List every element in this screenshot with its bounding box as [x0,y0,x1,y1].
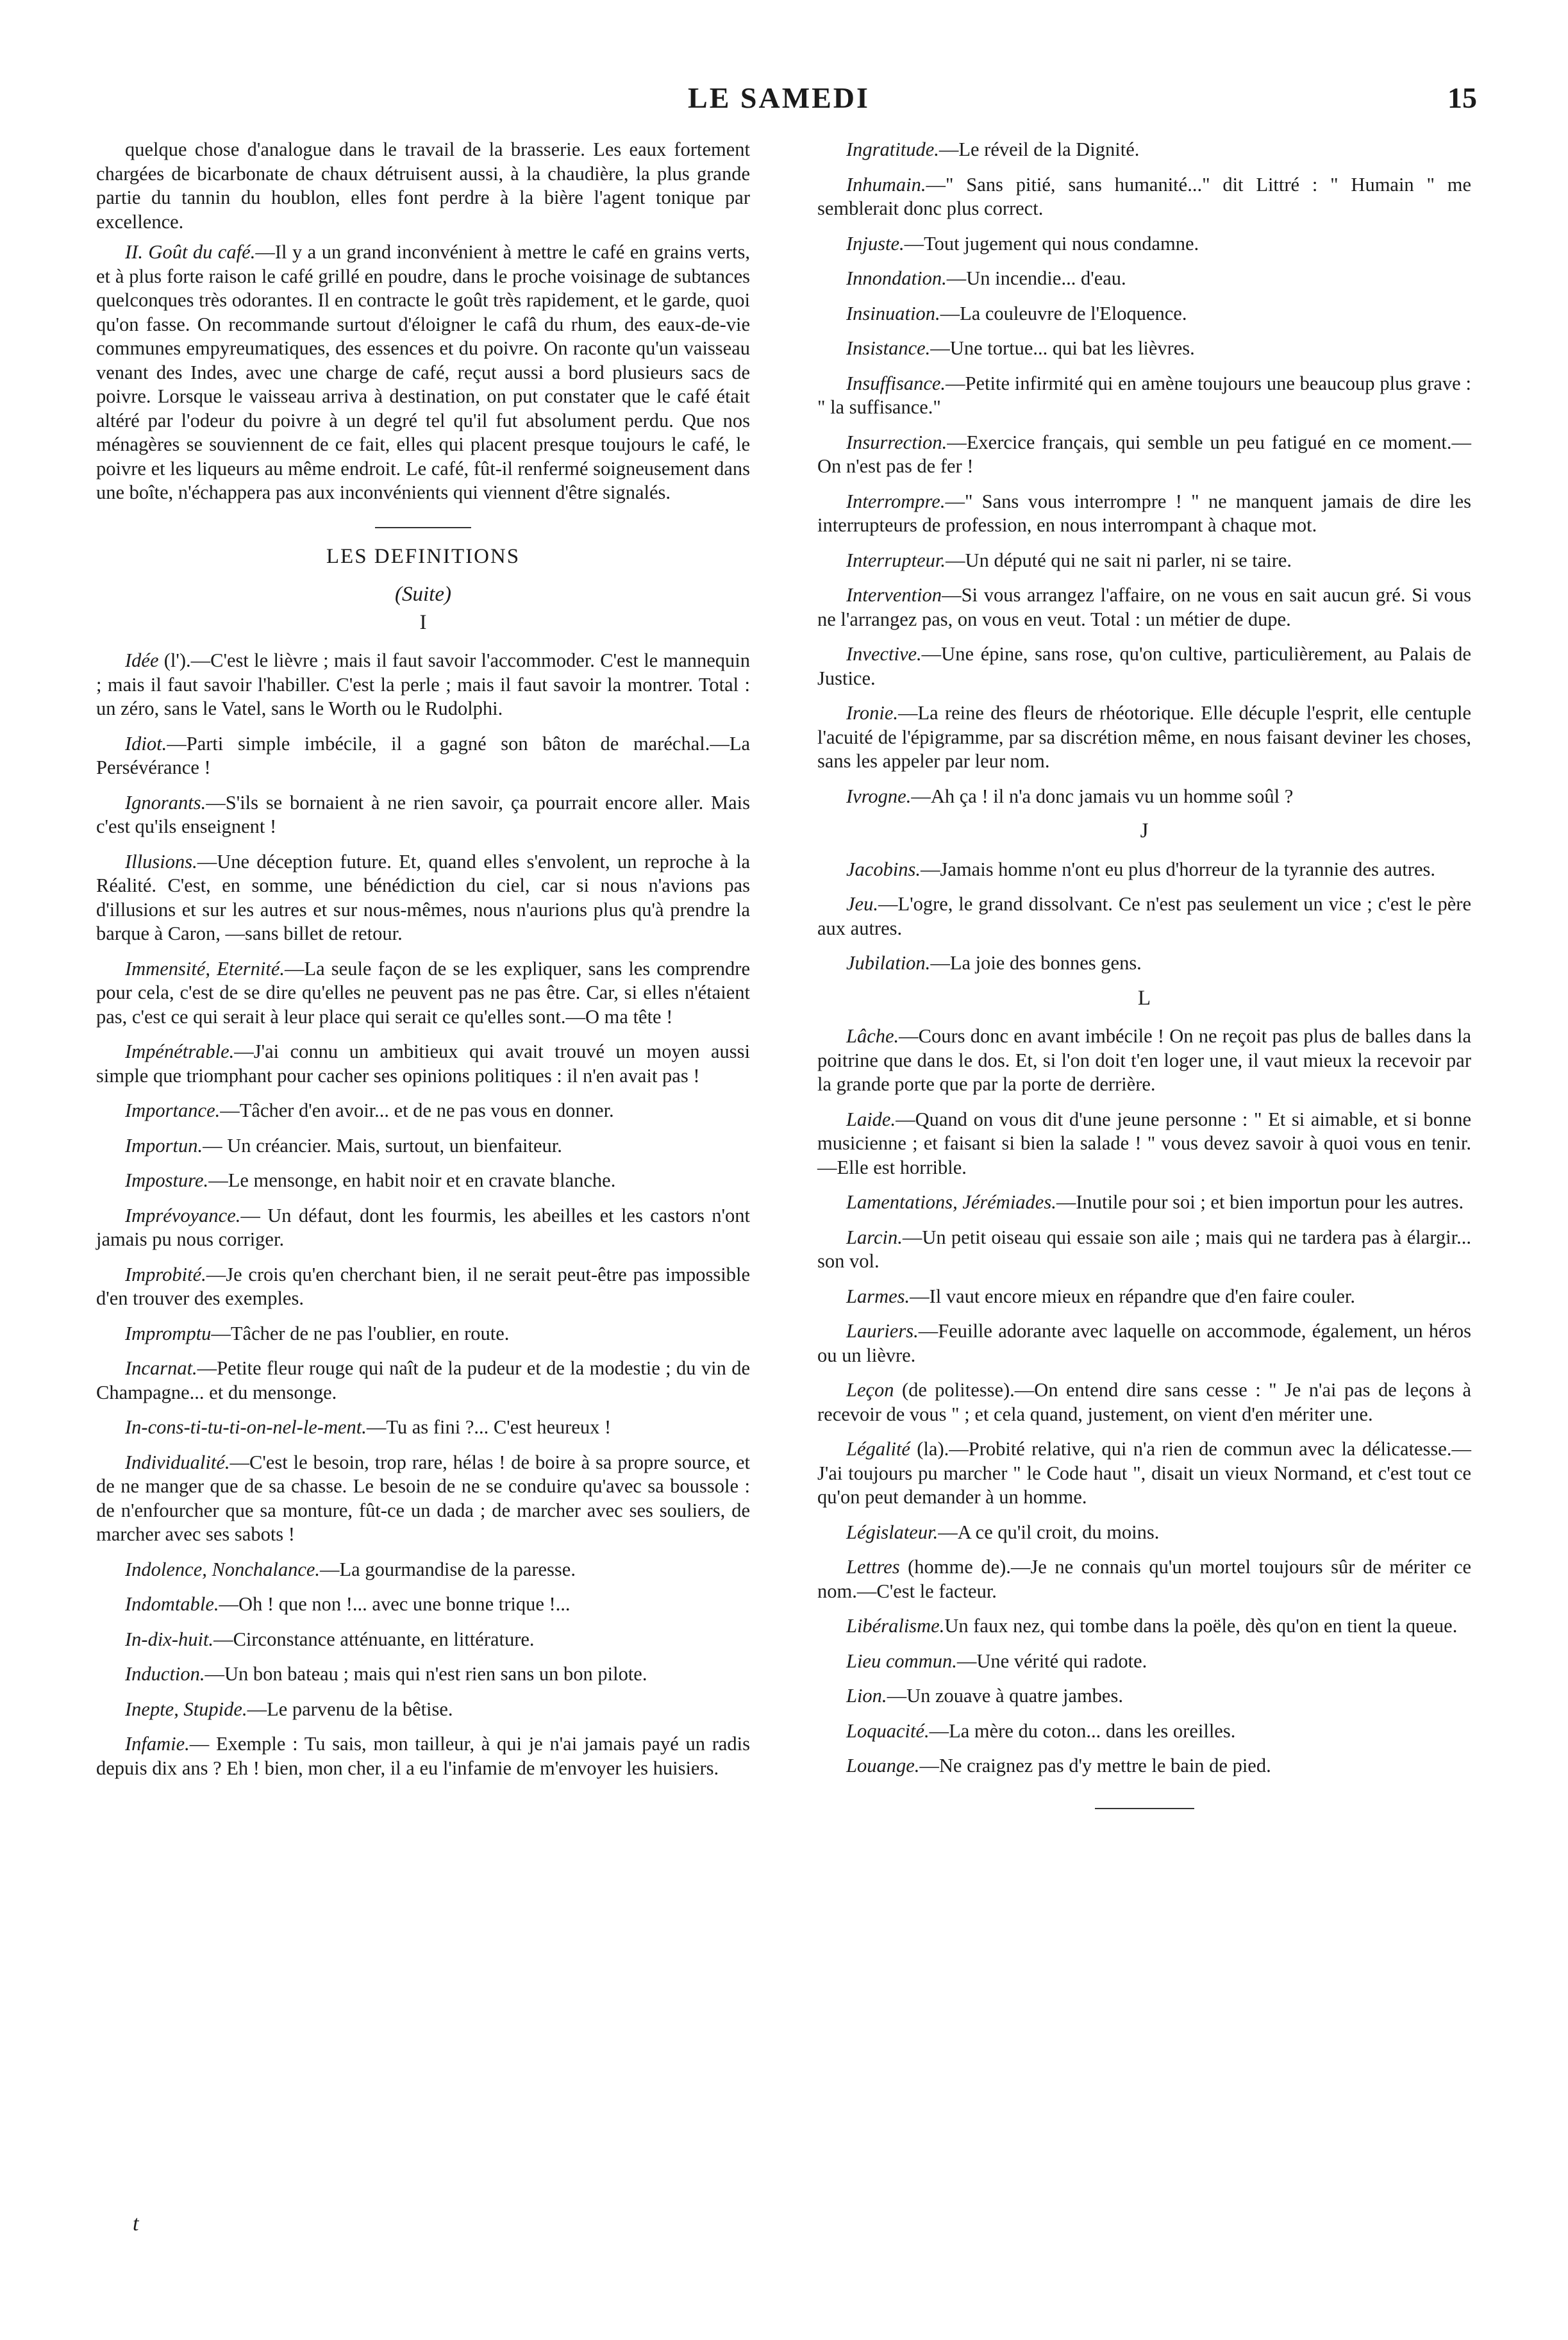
definition-text: —Le parvenu de la bêtise. [247,1698,453,1720]
definition-term: Législateur. [846,1521,938,1543]
definition-text: —La seule façon de se les expliquer, sans les comprendre pour cela, c'est de se dire qu'elles ne peuvent pas ne pas être. Car, si elles n'étaient pas, c'est ce qui serait à leur place qui serait ce qu'elles sont.—O ma tête ! [96,957,750,1028]
definition-text: —A ce qu'il croit, du moins. [938,1521,1160,1543]
definition-text: —La joie des bonnes gens. [930,952,1142,974]
definition-entry [817,1108,1471,1180]
letter-heading-j: J [1140,819,1149,842]
gout-cafe-paragraph [96,240,750,505]
definition-text: —Une épine, sans rose, qu'on cultive, particulièrement, au Palais de Justice. [817,643,1471,689]
definition-entry [96,1263,750,1311]
definition-term: Innondation. [846,267,947,289]
definition-term: Infamie. [125,1733,190,1755]
definitions-list-j [817,858,1471,976]
definition-entry [817,642,1471,690]
definition-entry [96,1628,750,1652]
definition-text: — Un créancier. Mais, surtout, un bienfaiteur. [203,1134,562,1157]
definition-entry [817,1684,1471,1709]
definition-text: (homme de).—Je ne connais qu'un mortel toujours sûr de mériter ce nom.—C'est le facteur. [817,1556,1471,1602]
definition-entry [96,1416,750,1440]
definition-entry [96,1169,750,1193]
definition-term: Lettres [846,1556,900,1578]
definition-term: Lâche. [846,1025,899,1047]
definition-entry [817,1437,1471,1510]
definition-text: —Quand on vous dit d'une jeune personne : " Et si aimable, et si bonne musicienne ; et faisant si bien la salade ! " vous devez savoir à quoi vous en tenir.—Elle est horrible. [817,1108,1471,1178]
definition-entry [96,1662,750,1687]
definition-term: Larcin. [846,1226,903,1248]
definition-text: —Tu as fini ?... C'est heureux ! [366,1416,612,1438]
definition-entry [817,701,1471,774]
definition-entry [96,1357,750,1405]
footer-mark: t [133,2212,139,2236]
definition-term: Lamentations, Jérémiades. [846,1191,1056,1213]
definition-text: —Petite infirmité qui en amène toujours une beaucoup plus grave : " la suffisance." [817,372,1471,418]
definition-term: Injuste. [846,232,905,255]
definition-entry [96,1040,750,1088]
definition-text: —Petite fleur rouge qui naît de la pudeur et de la modestie ; du vin de Champagne... et du mensonge. [96,1357,750,1403]
left-column [96,138,750,1791]
definition-text: —Le réveil de la Dignité. [938,138,1140,160]
definition-text: —Tout jugement qui nous condamne. [904,232,1199,255]
definition-term: Idiot. [125,732,167,755]
definition-text: —Ah ça ! il n'a donc jamais vu un homme soûl ? [911,785,1294,807]
definition-term: In-cons-ti-tu-ti-on-nel-le-ment. [125,1416,367,1438]
definition-text: —C'est le besoin, trop rare, hélas ! de boire à sa propre source, et de ne manger que de sa chasse. Le besoin de ne se conduire qu'avec sa boussole : de n'enfourcher que sa monture, fût-ce un dada ; de marcher avec ses souliers, de marcher avec ses sabots ! [96,1451,750,1545]
gout-cafe-text: —Il y a un grand inconvénient à mettre le café en grains verts, et à plus forte raison le café grillé en poudre, dans le proche voisinage de subtances quelconques très odorantes. Il en contracte le goût très rapidement, et le garde, quoi qu'on fasse. On recommande surtout d'éloigner le cafâ du rhum, des eaux-de-vie communes empyreumatiques, des essences et du poivre. On raconte qu'un vaisseau venant des Indes, avec une charge de café, reçut aussi a bord plusieurs sacs de poivre. Lorsque le vaisseau arriva à destination, on put constater que le café était altéré par l'odeur du poivre à un degré tel qu'il fut absolument perdu. Que nos ménagères se souviennent de ce fait, elles qui placent presque toujours le café, le poivre et les liqueurs au même endroit. Le café, fût-il renfermé soigneusement dans une boîte, n'échappera pas aux inconvénients qui viennent d'être signalés. [96,241,750,503]
definition-entry [96,957,750,1030]
right-column [817,138,1471,1809]
definition-text: —Si vous arrangez l'affaire, on ne vous en sait aucun gré. Si vous ne l'arrangez pas, on vous en veut. Total : un métier de dupe. [817,584,1471,630]
definition-text: (la).—Probité relative, qui n'a rien de commun avec la délicatesse.—J'ai toujours pu marcher " le Code haut ", disait un vieux Normand, et c'est tout ce qu'on peut demander à un homme. [817,1438,1471,1508]
definition-entry [96,1099,750,1123]
definition-term: Indomtable. [125,1593,219,1615]
definition-term: Jubilation. [846,952,931,974]
definition-text: —Un petit oiseau qui essaie son aile ; mais qui ne tardera pas à élargir... son vol. [817,1226,1471,1272]
definition-text: —Inutile pour soi ; et bien importun pour les autres. [1056,1191,1464,1213]
definition-text: —Une vérité qui radote. [956,1650,1147,1672]
definition-term: Impénétrable. [125,1040,235,1062]
definition-text: —" Sans vous interrompre ! " ne manquent jamais de dire les interrupteurs de profession, en nous interrompant à chaque mot. [817,490,1471,536]
definition-entry [817,1319,1471,1367]
definition-entry [817,337,1471,361]
definition-entry [96,1558,750,1582]
definition-term: Insuffisance. [846,372,946,394]
definition-text: —Oh ! que non !... avec une bonne trique !... [219,1593,571,1615]
definition-text: —Le mensonge, en habit noir et en cravate blanche. [208,1169,616,1191]
definition-text: —Parti simple imbécile, il a gagné son bâton de maréchal.—La Persévérance ! [96,732,750,778]
definition-term: Incarnat. [125,1357,197,1379]
definition-text: —Un bon bateau ; mais qui n'est rien sans un bon pilote. [204,1663,647,1685]
definition-term: Ingratitude. [846,138,939,160]
definition-text: —Jamais homme n'ont eu plus d'horreur de la tyrannie des autres. [921,858,1435,880]
definition-entry [817,302,1471,326]
definition-text: —Cours donc en avant imbécile ! On ne reçoit pas plus de balles dans la poitrine que dans le dos. Et, si l'on doit t'en loger une, il vaut mieux la recevoir par la grande porte que par la porte de derrière. [817,1025,1471,1095]
definition-term: Louange. [846,1755,920,1776]
definition-entry [817,431,1471,479]
definition-entry [817,858,1471,882]
brasserie-paragraph: quelque chose d'analogue dans le travail de la brasserie. Les eaux fortement chargées de bicarbonate de chaux détruisent aussi, à la chaudière, la plus grande partie du tannin du houblon, elles font perdre à la bière l'agent tonique par excellence. [96,138,750,233]
definition-entry [817,138,1471,162]
section-subtitle: (Suite) [395,583,451,606]
definition-term: Interrupteur. [846,549,946,571]
definition-term: Lion. [846,1685,887,1707]
definition-entry [817,1650,1471,1674]
definition-text: —La gourmandise de la paresse. [320,1558,576,1580]
definition-entry [96,850,750,946]
definition-term: Jeu. [846,893,878,915]
definition-entry [817,173,1471,221]
letter-heading-i: I [419,610,427,634]
definition-entry [817,892,1471,940]
definition-text: — Un défaut, dont les fourmis, les abeilles et les castors n'ont jamais pu nous corriger. [96,1204,750,1250]
definition-text: —" Sans pitié, sans humanité..." dit Littré : " Humain " me semblerait donc plus correct. [817,173,1471,219]
definition-term: Importance. [125,1099,221,1121]
section-divider [375,527,471,528]
definition-entry [817,549,1471,573]
definition-term: Individualité. [125,1451,230,1473]
definition-text: —La reine des fleurs de rhéotorique. Elle décuple l'esprit, elle centuple l'acuité de l'épigramme, par sa discrétion même, en nous faisant deviner les choses, sans les appeler par leur nom. [817,702,1471,772]
definition-entry [817,1555,1471,1603]
definitions-list-i-left [96,649,750,1780]
definition-term: Importun. [125,1134,203,1157]
definition-entry [817,1614,1471,1639]
definition-text: —Tâcher de ne pas l'oublier, en route. [211,1322,510,1344]
definition-text: —Exercice français, qui semble un peu fatigué en ce moment.—On n'est pas de fer ! [817,431,1471,477]
definition-entry [817,1191,1471,1215]
definition-term: Leçon [846,1379,894,1401]
definition-term: Libéralisme. [846,1615,945,1637]
gout-cafe-label: II. Goût du café. [125,241,256,263]
definition-term: Légalité [846,1438,910,1460]
definition-entry [96,1698,750,1722]
definition-text: —S'ils se bornaient à ne rien savoir, ça pourrait encore aller. Mais c'est qu'ils enseignent ! [96,791,750,837]
definition-term: In-dix-huit. [125,1628,214,1650]
definition-text: —Ne craignez pas d'y mettre le bain de pied. [919,1755,1271,1776]
page-header [96,76,1477,133]
section-title: LES DEFINITIONS [326,544,521,568]
definition-term: Invective. [846,643,922,665]
definition-entry [817,232,1471,256]
definition-text: (l').—C'est le lièvre ; mais il faut savoir l'accommoder. C'est le mannequin ; mais il faut savoir l'habiller. C'est la perle ; mais il faut savoir la montrer. Total : un zéro, sans le Vatel, sans le Worth ou le Rudolphi. [96,649,750,719]
definition-term: Insistance. [846,337,931,359]
definition-entry [817,1226,1471,1274]
definition-text: —Circonstance atténuante, en littérature. [213,1628,535,1650]
definition-entry [96,791,750,839]
definition-entry [96,649,750,721]
definition-term: Induction. [125,1663,205,1685]
definition-term: Larmes. [846,1285,910,1307]
page-number: 15 [1447,81,1477,114]
definition-term: Idée [125,649,159,671]
definition-text: — Exemple : Tu sais, mon tailleur, à qui je n'ai jamais payé un radis depuis dix ans ? Eh ! bien, mon cher, il a eu l'infamie de m'envoyer les huisiers. [96,1733,750,1779]
end-divider [1095,1808,1194,1809]
definition-term: Indolence, Nonchalance. [125,1558,321,1580]
definition-term: Immensité, Eternité. [125,957,285,980]
definition-entry [817,1285,1471,1309]
definition-term: Intervention [846,584,942,606]
definition-text: —Un zouave à quatre jambes. [887,1685,1123,1707]
definition-text: —Il vaut encore mieux en répandre que d'en faire couler. [910,1285,1355,1307]
definition-term: Ignorants. [125,791,206,814]
definition-text: —J'ai connu un ambitieux qui avait trouvé un moyen aussi simple que triomphant pour cacher ses opinions politiques : il n'en avait pas ! [96,1040,750,1087]
definition-term: Insinuation. [846,302,940,324]
definition-entry [817,490,1471,538]
definition-entry [817,1024,1471,1097]
definition-entry [817,1754,1471,1778]
definition-entry [96,1322,750,1346]
definition-entry [817,1521,1471,1545]
definition-text: —Je crois qu'en cherchant bien, il ne serait peut-être pas impossible d'en trouver des exemples. [96,1263,750,1309]
definition-term: Improbité. [125,1263,206,1285]
definition-term: Laide. [846,1108,896,1130]
definition-term: Inepte, Stupide. [125,1698,247,1720]
definition-entry [96,1134,750,1158]
definition-text: —L'ogre, le grand dissolvant. Ce n'est pas seulement un vice ; c'est le père aux autres. [817,893,1471,939]
definition-text: —Tâcher d'en avoir... et de ne pas vous en donner. [220,1099,614,1121]
definition-text: Un faux nez, qui tombe dans la poële, dès qu'on en tient la queue. [944,1615,1458,1637]
definition-entry [817,372,1471,420]
definition-entry [817,951,1471,976]
definition-text: —La couleuvre de l'Eloquence. [940,302,1187,324]
definition-term: Inhumain. [846,173,926,196]
definition-term: Interrompre. [846,490,946,512]
definition-text: —Un député qui ne sait ni parler, ni se taire. [946,549,1292,571]
definition-entry [817,1378,1471,1426]
definition-text: —Une déception future. Et, quand elles s'envolent, un reproche à la Réalité. C'est, en somme, une bénédiction du ciel, car si nous n'avions pas d'illusions et sur les autres et sur nous-mêmes, nous n'aurions plus qu'à prendre la barque à Caron, —sans billet de retour. [96,850,750,944]
definition-term: Illusions. [125,850,197,873]
definition-term: Ivrogne. [846,785,912,807]
definition-text: —La mère du coton... dans les oreilles. [929,1719,1236,1742]
definition-entry [96,1451,750,1547]
definition-term: Lieu commun. [846,1650,957,1672]
definitions-list-i-right [817,138,1471,808]
definition-entry [817,267,1471,291]
definition-term: Imposture. [125,1169,209,1191]
journal-title: LE SAMEDI [688,81,870,114]
definition-term: Imprévoyance. [125,1204,241,1226]
definition-text: —Une tortue... qui bat les lièvres. [930,337,1195,359]
definition-term: Ironie. [846,702,899,724]
definition-text: —Feuille adorante avec laquelle on accommode, également, un héros ou un lièvre. [817,1320,1471,1366]
definition-text: —Un incendie... d'eau. [946,267,1126,289]
definition-entry [96,1204,750,1252]
letter-heading-l: L [1137,986,1151,1010]
definition-entry [817,583,1471,631]
definition-term: Insurrection. [846,431,947,453]
definition-entry [96,732,750,780]
definition-entry [817,1719,1471,1744]
definition-entry [96,1592,750,1617]
definition-term: Impromptu [125,1322,212,1344]
definitions-list-l [817,1024,1471,1778]
definition-text: (de politesse).—On entend dire sans cesse : " Je n'ai pas de leçons à recevoir de vous " ; et cela quand, justement, on vient d'en mériter une. [817,1379,1471,1425]
definition-term: Lauriers. [846,1320,919,1342]
definition-term: Jacobins. [846,858,921,880]
definition-term: Loquacité. [846,1719,930,1742]
definition-entry [817,785,1471,809]
definition-entry [96,1732,750,1780]
